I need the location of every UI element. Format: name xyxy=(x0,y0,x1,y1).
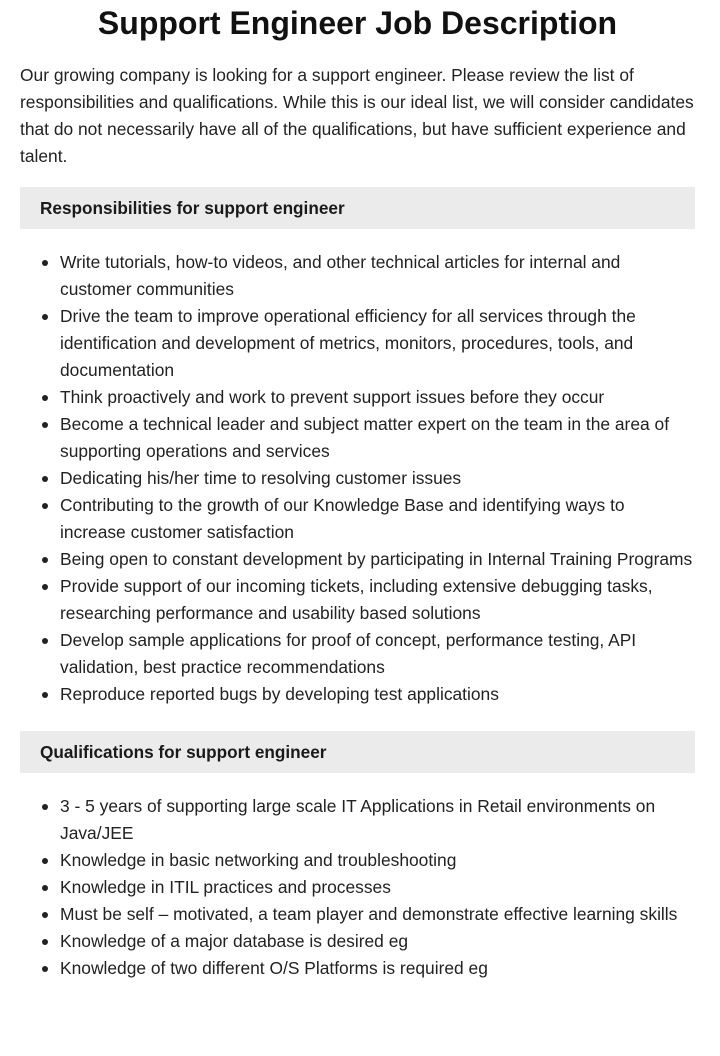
list-item: Dedicating his/her time to resolving customer issues xyxy=(60,465,695,492)
list-item: Develop sample applications for proof of concept, performance testing, API validation, best practice recommendations xyxy=(60,627,695,681)
list-item: Knowledge in basic networking and troubleshooting xyxy=(60,847,695,874)
responsibilities-heading-label: Responsibilities for support engineer xyxy=(40,197,345,218)
job-description-page xyxy=(20,0,695,982)
list-item: Think proactively and work to prevent support issues before they occur xyxy=(60,384,695,411)
list-item: Knowledge of a major database is desired eg xyxy=(60,928,695,955)
list-item: 3 - 5 years of supporting large scale IT Applications in Retail environments on Java/JEE xyxy=(60,793,695,847)
qualifications-heading-label: Qualifications for support engineer xyxy=(40,741,327,762)
list-item: Knowledge in ITIL practices and processes xyxy=(60,874,695,901)
intro-paragraph: Our growing company is looking for a support engineer. Please review the list of responsibilities and qualifications. While this is our ideal list, we will consider candidates that do not necessarily have all of the qualifications, but have sufficient experience and talent. xyxy=(20,65,694,166)
page-title: Support Engineer Job Description xyxy=(97,5,618,41)
list-item: Contributing to the growth of our Knowledge Base and identifying ways to increase customer satisfaction xyxy=(60,492,695,546)
list-item: Provide support of our incoming tickets, including extensive debugging tasks, researching performance and usability based solutions xyxy=(60,573,695,627)
list-item: Knowledge of two different O/S Platforms is required eg xyxy=(60,955,695,982)
responsibilities-list xyxy=(20,249,695,708)
list-item: Reproduce reported bugs by developing test applications xyxy=(60,681,695,708)
list-item: Write tutorials, how-to videos, and other technical articles for internal and customer communities xyxy=(60,249,695,303)
qualifications-heading xyxy=(20,731,695,773)
list-item: Must be self – motivated, a team player and demonstrate effective learning skills xyxy=(60,901,695,928)
list-item: Become a technical leader and subject matter expert on the team in the area of supporting operations and services xyxy=(60,411,695,465)
list-item: Drive the team to improve operational efficiency for all services through the identification and development of metrics, monitors, procedures, tools, and documentation xyxy=(60,303,695,384)
responsibilities-heading xyxy=(20,187,695,229)
qualifications-list xyxy=(20,793,695,982)
list-item: Being open to constant development by participating in Internal Training Programs xyxy=(60,546,695,573)
